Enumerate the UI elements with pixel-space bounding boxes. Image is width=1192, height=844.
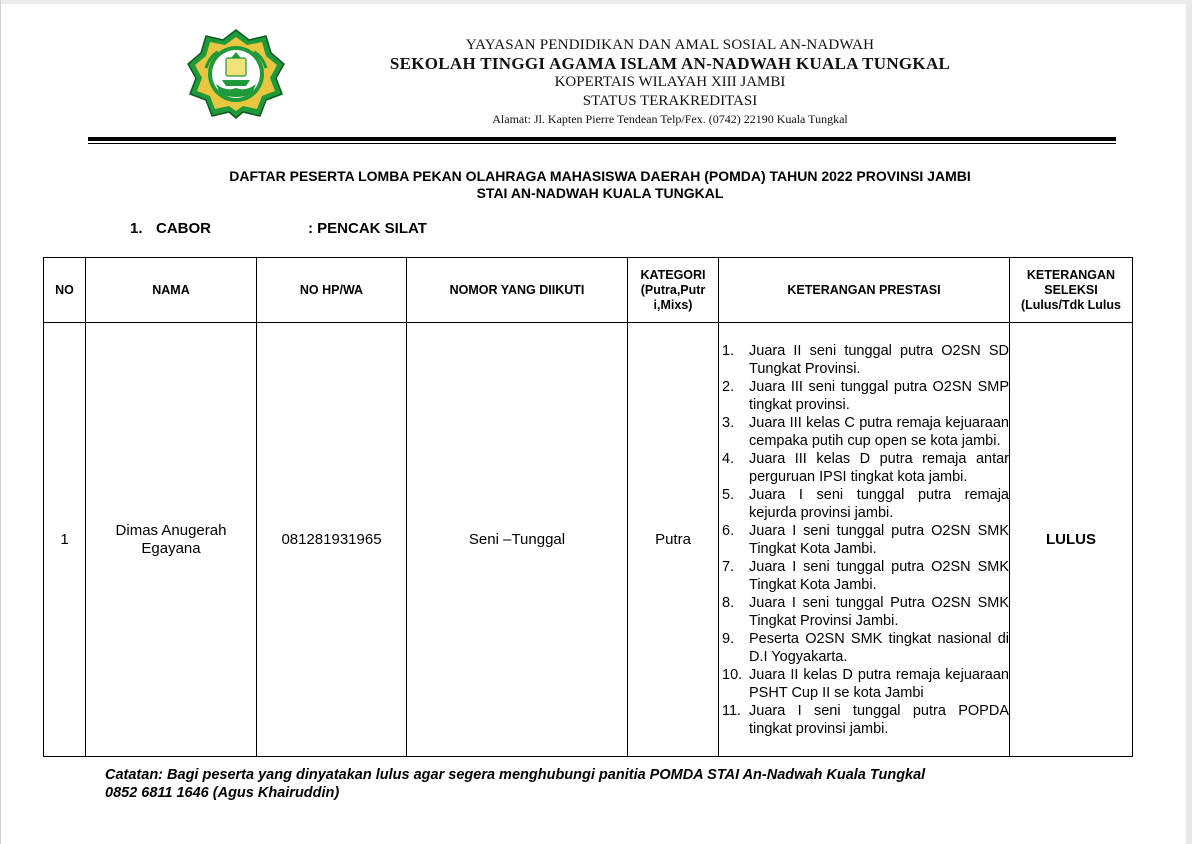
prestasi-text: Juara I seni tunggal putra O2SN SMK Tingkat Kota Jambi. xyxy=(749,522,1009,557)
institution-name: SEKOLAH TINGGI AGAMA ISLAM AN-NADWAH KUALA TUNGKAL xyxy=(389,54,951,73)
letterhead xyxy=(300,36,1040,127)
cell-kategori: Putra xyxy=(628,323,719,757)
prestasi-item xyxy=(719,378,1009,414)
cell-nama: Dimas Anugerah Egayana xyxy=(86,323,257,757)
prestasi-text: Juara III kelas D putra remaja antar perguruan IPSI tingkat kota jambi. xyxy=(749,450,1009,485)
cell-prestasi xyxy=(719,323,1010,757)
letterhead-rule-thin xyxy=(88,143,1116,144)
prestasi-item xyxy=(719,666,1009,702)
cell-seleksi: LULUS xyxy=(1010,323,1133,757)
prestasi-number: 7. xyxy=(722,558,735,575)
prestasi-number: 8. xyxy=(722,594,735,611)
header-nama: NAMA xyxy=(86,258,257,323)
cabor-label: CABOR xyxy=(156,220,211,237)
prestasi-text: Peserta O2SN SMK tingkat nasional di D.I Yogyakarta. xyxy=(749,630,1009,665)
page-right-edge xyxy=(1186,0,1192,844)
prestasi-list xyxy=(719,342,1009,738)
prestasi-number: 3. xyxy=(722,414,735,431)
document-title xyxy=(100,168,1100,202)
document-title-line2: STAI AN-NADWAH KUALA TUNGKAL xyxy=(476,185,724,201)
note-line1: Catatan: Bagi peserta yang dinyatakan lulus agar segera menghubungi panitia POMDA STAI An-Nadwah Kuala Tungkal xyxy=(105,767,926,783)
prestasi-number: 10. xyxy=(722,666,743,683)
header-prestasi: KETERANGAN PRESTASI xyxy=(719,258,1010,323)
header-hp: NO HP/WA xyxy=(257,258,407,323)
prestasi-item xyxy=(719,522,1009,558)
note xyxy=(105,766,925,802)
prestasi-item xyxy=(719,630,1009,666)
cabor-value: : PENCAK SILAT xyxy=(308,220,427,237)
header-no: NO xyxy=(44,258,86,323)
prestasi-number: 9. xyxy=(722,630,735,647)
prestasi-text: Juara III kelas C putra remaja kejuaraan cempaka putih cup open se kota jambi. xyxy=(749,414,1009,449)
prestasi-item xyxy=(719,414,1009,450)
participant-table xyxy=(43,257,1133,757)
prestasi-text: Juara III seni tunggal putra O2SN SMP tingkat provinsi. xyxy=(749,378,1009,413)
header-kategori: KATEGORI (Putra,Putr i,Mixs) xyxy=(628,258,719,323)
cell-nomor: Seni –Tunggal xyxy=(407,323,628,757)
prestasi-text: Juara II seni tunggal putra O2SN SD Tungkat Provinsi. xyxy=(749,342,1009,377)
prestasi-item xyxy=(719,450,1009,486)
document-title-line1: DAFTAR PESERTA LOMBA PEKAN OLAHRAGA MAHASISWA DAERAH (POMDA) TAHUN 2022 PROVINSI JAMBI xyxy=(229,168,971,184)
prestasi-item xyxy=(719,594,1009,630)
prestasi-number: 4. xyxy=(722,450,735,467)
prestasi-item xyxy=(719,702,1009,738)
prestasi-text: Juara I seni tunggal putra remaja kejurda provinsi jambi. xyxy=(749,486,1009,521)
kopertais-region: KOPERTAIS WILAYAH XIII JAMBI xyxy=(554,74,786,90)
cabor-number: 1. xyxy=(130,220,143,237)
table-header-row xyxy=(44,258,1133,323)
prestasi-text: Juara II kelas D putra remaja kejuaraan PSHT Cup II se kota Jambi xyxy=(749,666,1009,701)
cell-no: 1 xyxy=(44,323,86,757)
prestasi-item xyxy=(719,342,1009,378)
prestasi-text: Juara I seni tunggal putra POPDA tingkat provinsi jambi. xyxy=(749,702,1009,737)
address-line: Alamat: Jl. Kapten Pierre Tendean Telp/Fex. (0742) 22190 Kuala Tungkal xyxy=(492,112,848,126)
institution-emblem-icon xyxy=(186,28,286,120)
page-left-edge xyxy=(0,0,1,844)
accreditation-status: STATUS TERAKREDITASI xyxy=(582,93,758,109)
prestasi-number: 2. xyxy=(722,378,735,395)
header-nomor: NOMOR YANG DIIKUTI xyxy=(407,258,628,323)
prestasi-text: Juara I seni tunggal Putra O2SN SMK Tingkat Provinsi Jambi. xyxy=(749,594,1009,629)
cell-hp: 081281931965 xyxy=(257,323,407,757)
note-line2: 0852 6811 1646 (Agus Khairuddin) xyxy=(105,785,340,801)
prestasi-item xyxy=(719,558,1009,594)
prestasi-item xyxy=(719,486,1009,522)
table-row xyxy=(44,323,1133,757)
prestasi-number: 6. xyxy=(722,522,735,539)
page-top-edge xyxy=(0,0,1192,4)
prestasi-number: 1. xyxy=(722,342,735,359)
prestasi-text: Juara I seni tunggal putra O2SN SMK Tingkat Kota Jambi. xyxy=(749,558,1009,593)
prestasi-number: 11. xyxy=(722,702,742,719)
letterhead-rule-thick xyxy=(88,137,1116,141)
foundation-name: YAYASAN PENDIDIKAN DAN AMAL SOSIAL AN-NADWAH xyxy=(465,37,875,53)
prestasi-number: 5. xyxy=(722,486,735,503)
header-seleksi: KETERANGAN SELEKSI (Lulus/Tdk Lulus xyxy=(1010,258,1133,323)
